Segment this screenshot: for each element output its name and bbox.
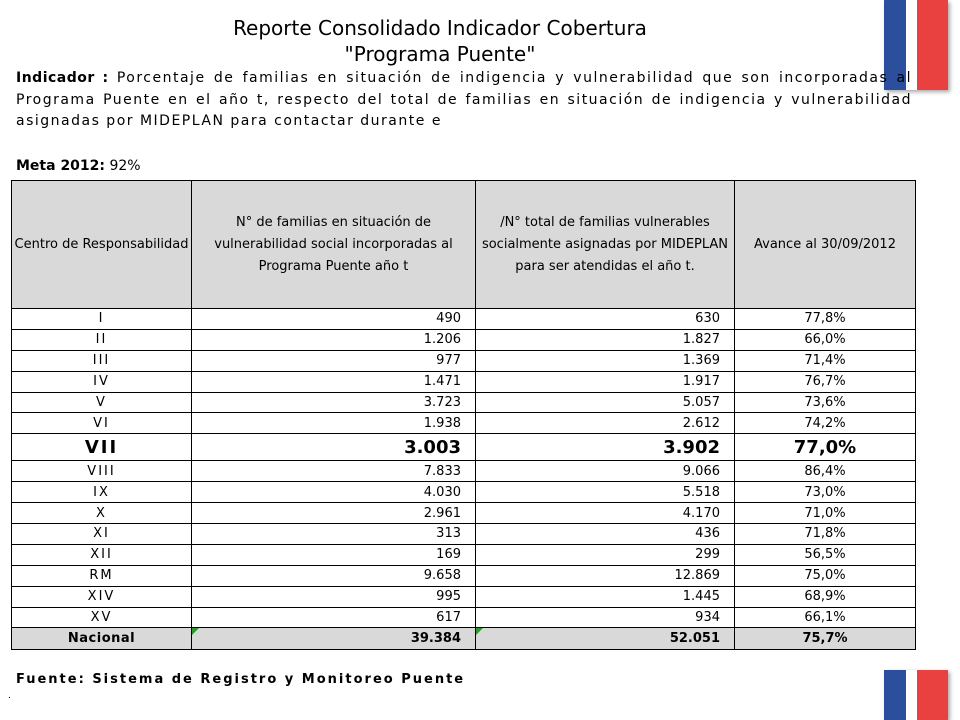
table-row — [12, 413, 916, 434]
cell-asignadas: 9.066 — [476, 461, 735, 482]
table-row — [12, 392, 916, 413]
cell-asignadas: 1.827 — [476, 329, 735, 350]
cell-region: X — [12, 503, 192, 524]
indicator-label: Indicador : — [16, 70, 109, 86]
cell-region: IX — [12, 482, 192, 503]
cell-asignadas: 2.612 — [476, 413, 735, 434]
cell-avance: 76,7% — [735, 371, 916, 392]
cell-region: III — [12, 350, 192, 371]
meta-value: 92% — [109, 158, 141, 174]
cell-avance: 66,0% — [735, 329, 916, 350]
table-total-row — [12, 628, 916, 650]
cell-incorporadas: 1.206 — [192, 329, 476, 350]
cell-avance: 73,6% — [735, 392, 916, 413]
cell-region: I — [12, 309, 192, 330]
cell-incorporadas: 313 — [192, 524, 476, 545]
page-subtitle: "Programa Puente" — [344, 42, 536, 66]
total-asignadas — [476, 628, 735, 650]
indicator-description — [16, 68, 912, 133]
cell-region: XII — [12, 544, 192, 565]
header-avance: Avance al 30/09/2012 — [735, 181, 916, 309]
table-row — [12, 309, 916, 330]
total-label: Nacional — [12, 628, 192, 650]
cell-incorporadas: 617 — [192, 607, 476, 628]
total-asignadas-value: 52.051 — [669, 631, 720, 647]
total-incorporadas-value: 39.384 — [410, 631, 461, 647]
cell-incorporadas: 4.030 — [192, 482, 476, 503]
table-row — [12, 524, 916, 545]
table-row — [12, 350, 916, 371]
total-incorporadas — [192, 628, 476, 650]
cell-incorporadas: 3.723 — [192, 392, 476, 413]
table-row — [12, 503, 916, 524]
cell-avance: 71,4% — [735, 350, 916, 371]
chile-flag-logo-bottom — [884, 670, 948, 720]
cell-region: XIV — [12, 586, 192, 607]
comment-marker-icon — [476, 628, 483, 635]
cell-avance: 75,0% — [735, 565, 916, 586]
cell-asignadas: 12.869 — [476, 565, 735, 586]
cell-region: XV — [12, 607, 192, 628]
table-row — [12, 461, 916, 482]
cell-asignadas: 1.369 — [476, 350, 735, 371]
cell-region: II — [12, 329, 192, 350]
cell-region: VI — [12, 413, 192, 434]
cell-avance: 74,2% — [735, 413, 916, 434]
cell-region: XI — [12, 524, 192, 545]
cell-incorporadas: 995 — [192, 586, 476, 607]
cell-incorporadas: 490 — [192, 309, 476, 330]
cell-asignadas: 436 — [476, 524, 735, 545]
cell-asignadas: 5.057 — [476, 392, 735, 413]
cell-region: IV — [12, 371, 192, 392]
cell-asignadas: 1.445 — [476, 586, 735, 607]
coverage-table — [11, 180, 916, 650]
cell-asignadas: 1.917 — [476, 371, 735, 392]
table-row — [12, 482, 916, 503]
cell-avance: 71,8% — [735, 524, 916, 545]
cell-asignadas: 630 — [476, 309, 735, 330]
cell-incorporadas: 3.003 — [192, 434, 476, 461]
cell-asignadas: 934 — [476, 607, 735, 628]
table-row — [12, 371, 916, 392]
cell-incorporadas: 977 — [192, 350, 476, 371]
cell-avance: 71,0% — [735, 503, 916, 524]
table-row — [12, 565, 916, 586]
cell-incorporadas: 2.961 — [192, 503, 476, 524]
cell-region: RM — [12, 565, 192, 586]
table-row — [12, 544, 916, 565]
header-familias-asignadas: /N° total de familias vulnerables socialmente asignadas por MIDEPLAN para ser atendidas el año t. — [476, 181, 735, 309]
indicator-text: Porcentaje de familias en situación de indigencia y vulnerabilidad que son incorporadas al Programa Puente en el año t, respecto del total de familias en situación de indigencia y vulnerabilidad asignadas por MIDEPLAN para contactar durante e — [16, 70, 913, 129]
cell-asignadas: 3.902 — [476, 434, 735, 461]
cell-asignadas: 4.170 — [476, 503, 735, 524]
cell-avance: 68,9% — [735, 586, 916, 607]
comment-marker-icon — [192, 628, 199, 635]
cell-asignadas: 5.518 — [476, 482, 735, 503]
cell-region: VIII — [12, 461, 192, 482]
page-title: Reporte Consolidado Indicador Cobertura — [233, 16, 647, 40]
cell-incorporadas: 7.833 — [192, 461, 476, 482]
header-familias-incorporadas: N° de familias en situación de vulnerabilidad social incorporadas al Programa Puente año t — [192, 181, 476, 309]
table-row — [12, 586, 916, 607]
cell-incorporadas: 1.471 — [192, 371, 476, 392]
table-row — [12, 329, 916, 350]
cell-avance: 56,5% — [735, 544, 916, 565]
cell-region: V — [12, 392, 192, 413]
meta-line — [16, 158, 141, 174]
meta-label: Meta 2012: — [16, 158, 106, 174]
cell-asignadas: 299 — [476, 544, 735, 565]
cell-avance: 73,0% — [735, 482, 916, 503]
table-row — [12, 607, 916, 628]
cell-avance: 77,8% — [735, 309, 916, 330]
header-centro: Centro de Responsabilidad — [12, 181, 192, 309]
cell-incorporadas: 9.658 — [192, 565, 476, 586]
source-note: Fuente: Sistema de Registro y Monitoreo Puente — [16, 672, 466, 687]
cell-incorporadas: 1.938 — [192, 413, 476, 434]
cell-avance: 77,0% — [735, 434, 916, 461]
table-header-row — [12, 181, 916, 309]
footnote-mark: . — [8, 690, 11, 701]
cell-avance: 66,1% — [735, 607, 916, 628]
cell-incorporadas: 169 — [192, 544, 476, 565]
table-row — [12, 434, 916, 461]
cell-region: VII — [12, 434, 192, 461]
cell-avance: 86,4% — [735, 461, 916, 482]
total-avance: 75,7% — [735, 628, 916, 650]
